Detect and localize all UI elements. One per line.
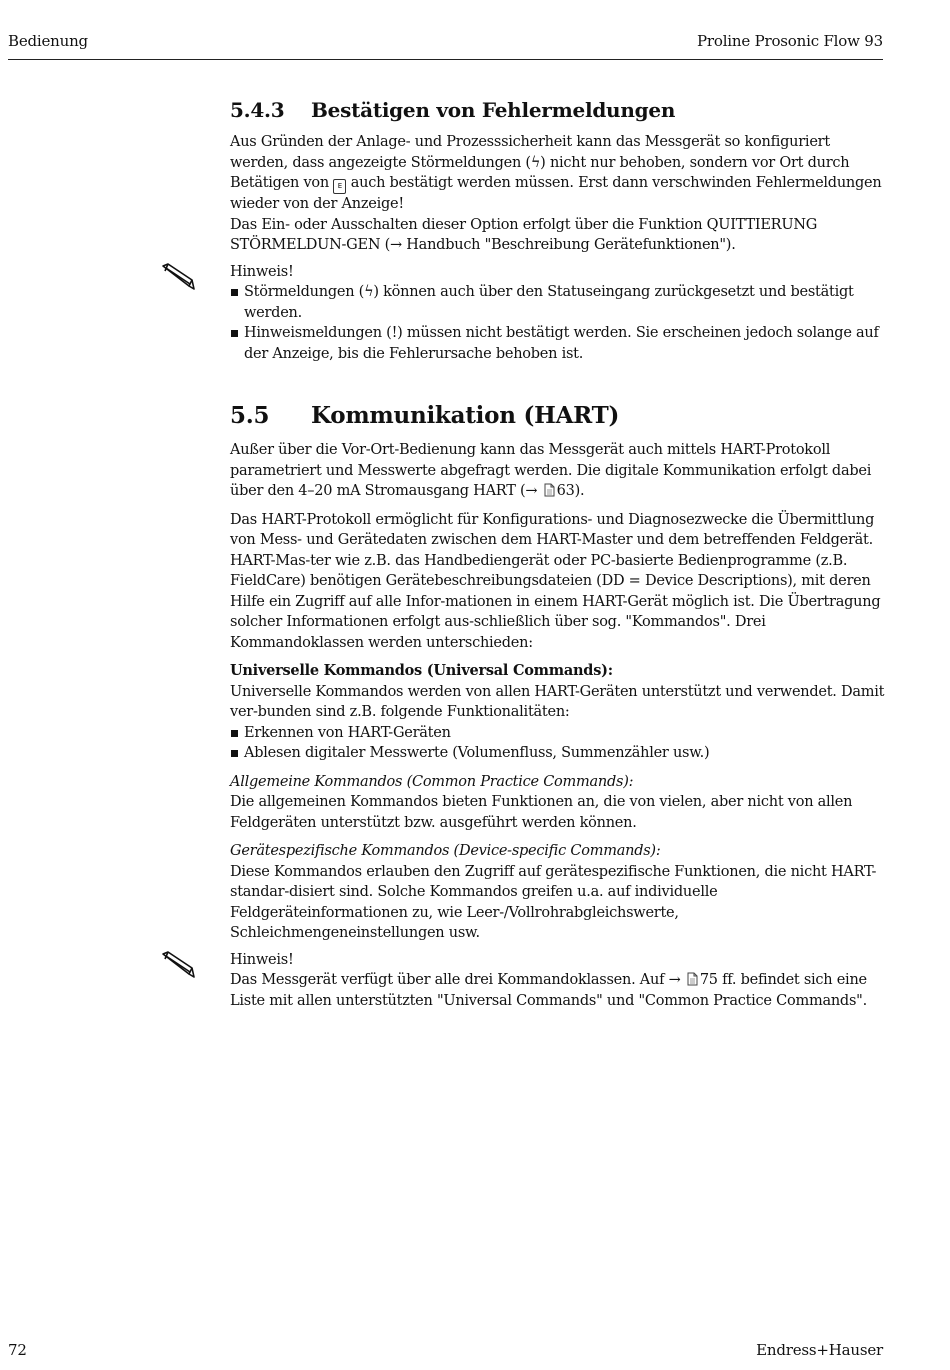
section-title: Bestätigen von Fehlermeldungen	[311, 98, 676, 122]
paragraph: Diese Kommandos erlauben den Zugriff auf gerätespezifische Funktionen, die nicht HART-standar-disiert sind. Solche Kommandos greifen u.a. auf individuelle Feldgeräteinformationen zu, wie Leer-/Vollrohrabgleichswerte, Schleichmengeneinstellungen usw.	[230, 863, 877, 941]
note-text	[230, 970, 885, 1011]
header-rule	[8, 59, 883, 60]
page-content	[230, 96, 885, 1011]
section-number: 5.5	[230, 402, 270, 429]
text-run: auch bestätigt werden müssen. Erst dann verschwinden Fehlermeldungen wieder von der Anzeige!	[230, 175, 882, 212]
pencil-icon	[160, 262, 196, 290]
text-run: ).	[574, 483, 585, 499]
list-item: Ablesen digitaler Messwerte (Volumenfluss, Summenzähler usw.)	[230, 743, 885, 764]
paragraph	[230, 440, 885, 502]
section-title: Kommunikation (HART)	[311, 402, 620, 429]
header-product-name: Proline Prosonic Flow 93	[697, 32, 883, 50]
text-run: Aus Gründen der Anlage- und Prozesssicherheit kann das Messgerät so konfiguriert werden, dass angezeigte Störmeldungen (	[230, 134, 830, 171]
note-block	[230, 950, 885, 1012]
text-run: Außer über die Vor-Ort-Bedienung kann das Messgerät auch mittels HART-Protokoll parametriert und Messwerte abgefragt werden. Die digitale Kommunikation erfolgt dabei über den 4–20 mA Stromausgang HART (→	[230, 442, 872, 499]
paragraph: Universelle Kommandos werden von allen HART-Geräten unterstützt und verwendet. Damit ver-bunden sind z.B. folgende Funktionalitäten:	[230, 683, 885, 720]
page-reference: 63	[556, 483, 575, 499]
text-run: Das Messgerät verfügt über alle drei Kommandoklassen. Auf →	[230, 972, 685, 988]
list-item: Störmeldungen (ϟ) können auch über den Statuseingang zurückgesetzt und bestätigt werden.	[230, 282, 885, 323]
header-section-title: Bedienung	[8, 32, 88, 50]
list-item: Hinweismeldungen (!) müssen nicht bestätigt werden. Sie erscheinen jedoch solange auf der Anzeige, bis die Fehlerursache behoben ist.	[230, 323, 885, 364]
fault-flash-symbol: ϟ	[530, 154, 541, 171]
section-number: 5.4.3	[230, 98, 285, 122]
section-heading-5-5	[230, 400, 885, 432]
bullet-list	[230, 723, 885, 764]
paragraph: Das HART-Protokoll ermöglicht für Konfigurations- und Diagnosezwecke die Übermittlung von Mess- und Gerätedaten zwischen dem HART-Master und dem betreffenden Feldgerät. HART-Mas-ter wie z.B. das Handbediengerät oder PC-basierte Bedienprogramme (z.B. FieldCare) benötigen Gerätebeschreibungsdateien (DD = Device Descriptions), mit deren Hilfe ein Zugriff auf alle Infor-mationen in einem HART-Gerät möglich ist. Die Übertragung solcher Informationen erfolgt aus-schließlich über sog. "Kommandos". Drei Kommandoklassen werden unterschieden:	[230, 511, 881, 651]
paragraph: Die allgemeinen Kommandos bieten Funktionen an, die von vielen, aber nicht von allen Feldgeräten unterstützt bzw. ausgeführt werden können.	[230, 794, 853, 831]
text-run: ) nicht nur behoben, sondern vor Ort durch Betätigen von	[230, 154, 850, 191]
list-item: Erkennen von HART-Geräten	[230, 723, 885, 744]
pencil-icon	[160, 950, 196, 978]
subheading-common: Allgemeine Kommandos (Common Practice Commands):	[230, 773, 634, 790]
document-icon	[544, 483, 555, 497]
subheading-universal: Universelle Kommandos (Universal Commands):	[230, 662, 613, 679]
enter-key-icon: E	[333, 179, 346, 194]
subheading-device-specific: Gerätespezifische Kommandos (Device-specific Commands):	[230, 843, 661, 859]
section-heading-5-4-3	[230, 96, 885, 124]
brand-name: Endress+Hauser	[756, 1341, 883, 1359]
note-title: Hinweis!	[230, 263, 294, 280]
note-title: Hinweis!	[230, 951, 294, 968]
text-run: befindet sich eine Liste mit allen unterstützten "Universal Commands" und "Common Practice Commands".	[230, 972, 867, 1009]
document-icon	[687, 972, 698, 986]
note-list	[230, 282, 885, 364]
paragraph: Das Ein- oder Ausschalten dieser Option erfolgt über die Funktion QUITTIERUNG STÖRMELDUN-GEN (→ Handbuch "Beschreibung Gerätefunktionen").	[230, 216, 818, 253]
page-number: 72	[8, 1341, 27, 1359]
paragraph	[230, 132, 885, 215]
page-reference: 75 ff.	[699, 972, 737, 988]
note-block	[230, 262, 885, 365]
